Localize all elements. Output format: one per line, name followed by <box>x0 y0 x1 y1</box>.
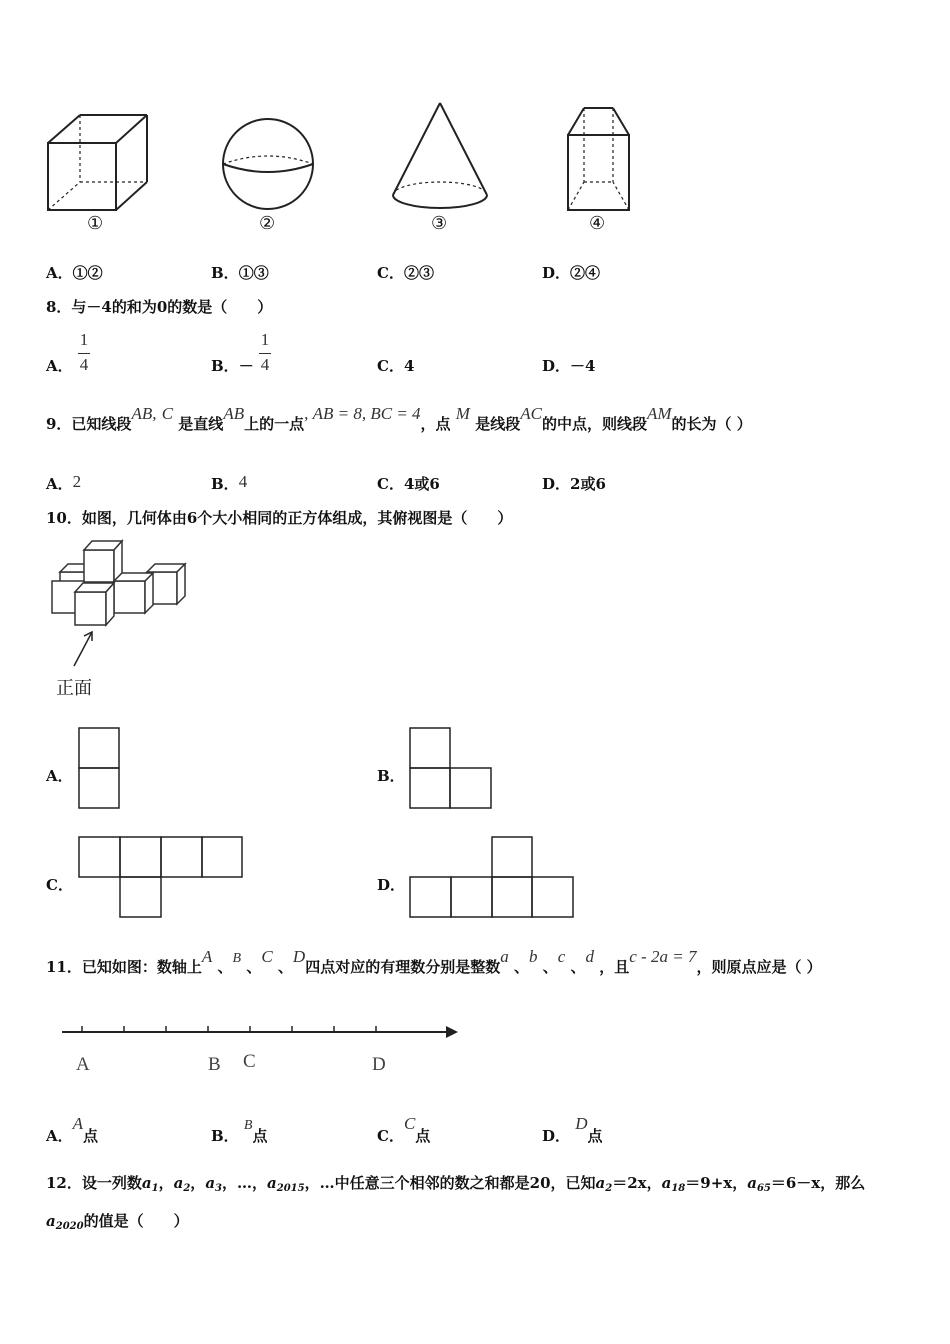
q9-option-a[interactable]: A．2 <box>46 472 82 493</box>
q7-option-d[interactable]: D．②④ <box>542 264 601 282</box>
q8-option-c[interactable]: C．4 <box>377 357 415 375</box>
q8-option-d[interactable]: D．－4 <box>542 357 596 375</box>
axis-label-a: A <box>76 1054 90 1075</box>
q9-option-d[interactable]: D．2或6 <box>542 475 606 493</box>
q10-option-d[interactable]: D． <box>377 876 406 894</box>
q10-option-c[interactable]: C． <box>46 876 73 894</box>
axis-label-c: C <box>243 1051 256 1072</box>
q7-option-a[interactable]: A．①② <box>46 264 103 282</box>
q8-stem: 8．与－4的和为0的数是（ ） <box>46 298 273 316</box>
q11-option-d[interactable]: D． D点 <box>542 1114 603 1145</box>
q11-stem: 11．已知如图：数轴上A 、B 、C 、D四点对应的有理数分别是整数a 、b 、c 、d ，且c - 2a = 7，则原点应是（ ） <box>46 947 822 976</box>
q10-option-a[interactable]: A． <box>46 767 73 785</box>
q12-stem-line1: 12．设一列数$a_1$，$a_2$，$a_3$，…，$a_{2015}$，…中任意三个相邻的数之和都是20，已知$a_2=2x$，$a_{18}=9+x$，$a_{65}=6-x$，那么 <box>46 1174 866 1194</box>
q9-stem: 9．已知线段AB, C 是直线AB上的一点, AB = 8, BC = 4，点 M 是线段AC的中点，则线段AM的长为（ ） <box>46 404 752 433</box>
figure-label-2: ② <box>259 213 276 234</box>
q8-a-denominator: 4 <box>79 355 89 374</box>
q8-b-denominator: 4 <box>260 355 270 374</box>
figure-label-3: ③ <box>431 213 448 234</box>
q9-option-c[interactable]: C．4或6 <box>377 475 440 493</box>
q8-a-numerator: 1 <box>79 330 89 349</box>
q7-option-b[interactable]: B．①③ <box>211 264 269 282</box>
q12-stem-line2: $a_{2020}$的值是（ ） <box>46 1212 189 1232</box>
figure-label-1: ① <box>87 213 104 234</box>
q8-option-a[interactable]: A． <box>46 357 73 375</box>
q9-option-b[interactable]: B．4 <box>211 472 248 493</box>
q11-option-b[interactable]: B． B点 <box>211 1118 268 1145</box>
figure-label-4: ④ <box>589 213 606 234</box>
q10-stem: 10．如图，几何体由6个大小相同的正方体组成，其俯视图是（ ） <box>46 509 513 527</box>
axis-label-d: D <box>372 1054 386 1075</box>
q7-option-c[interactable]: C．②③ <box>377 264 434 282</box>
q8-option-b[interactable]: B．－ <box>211 357 254 375</box>
front-view-label: 正面 <box>56 678 92 699</box>
q10-option-b[interactable]: B． <box>377 767 405 785</box>
q11-option-c[interactable]: C．C点 <box>377 1114 431 1145</box>
q8-b-numerator: 1 <box>260 330 270 349</box>
axis-label-b: B <box>208 1054 221 1075</box>
arrow-head-icon <box>446 1026 458 1038</box>
q11-option-a[interactable]: A．A点 <box>46 1114 99 1145</box>
